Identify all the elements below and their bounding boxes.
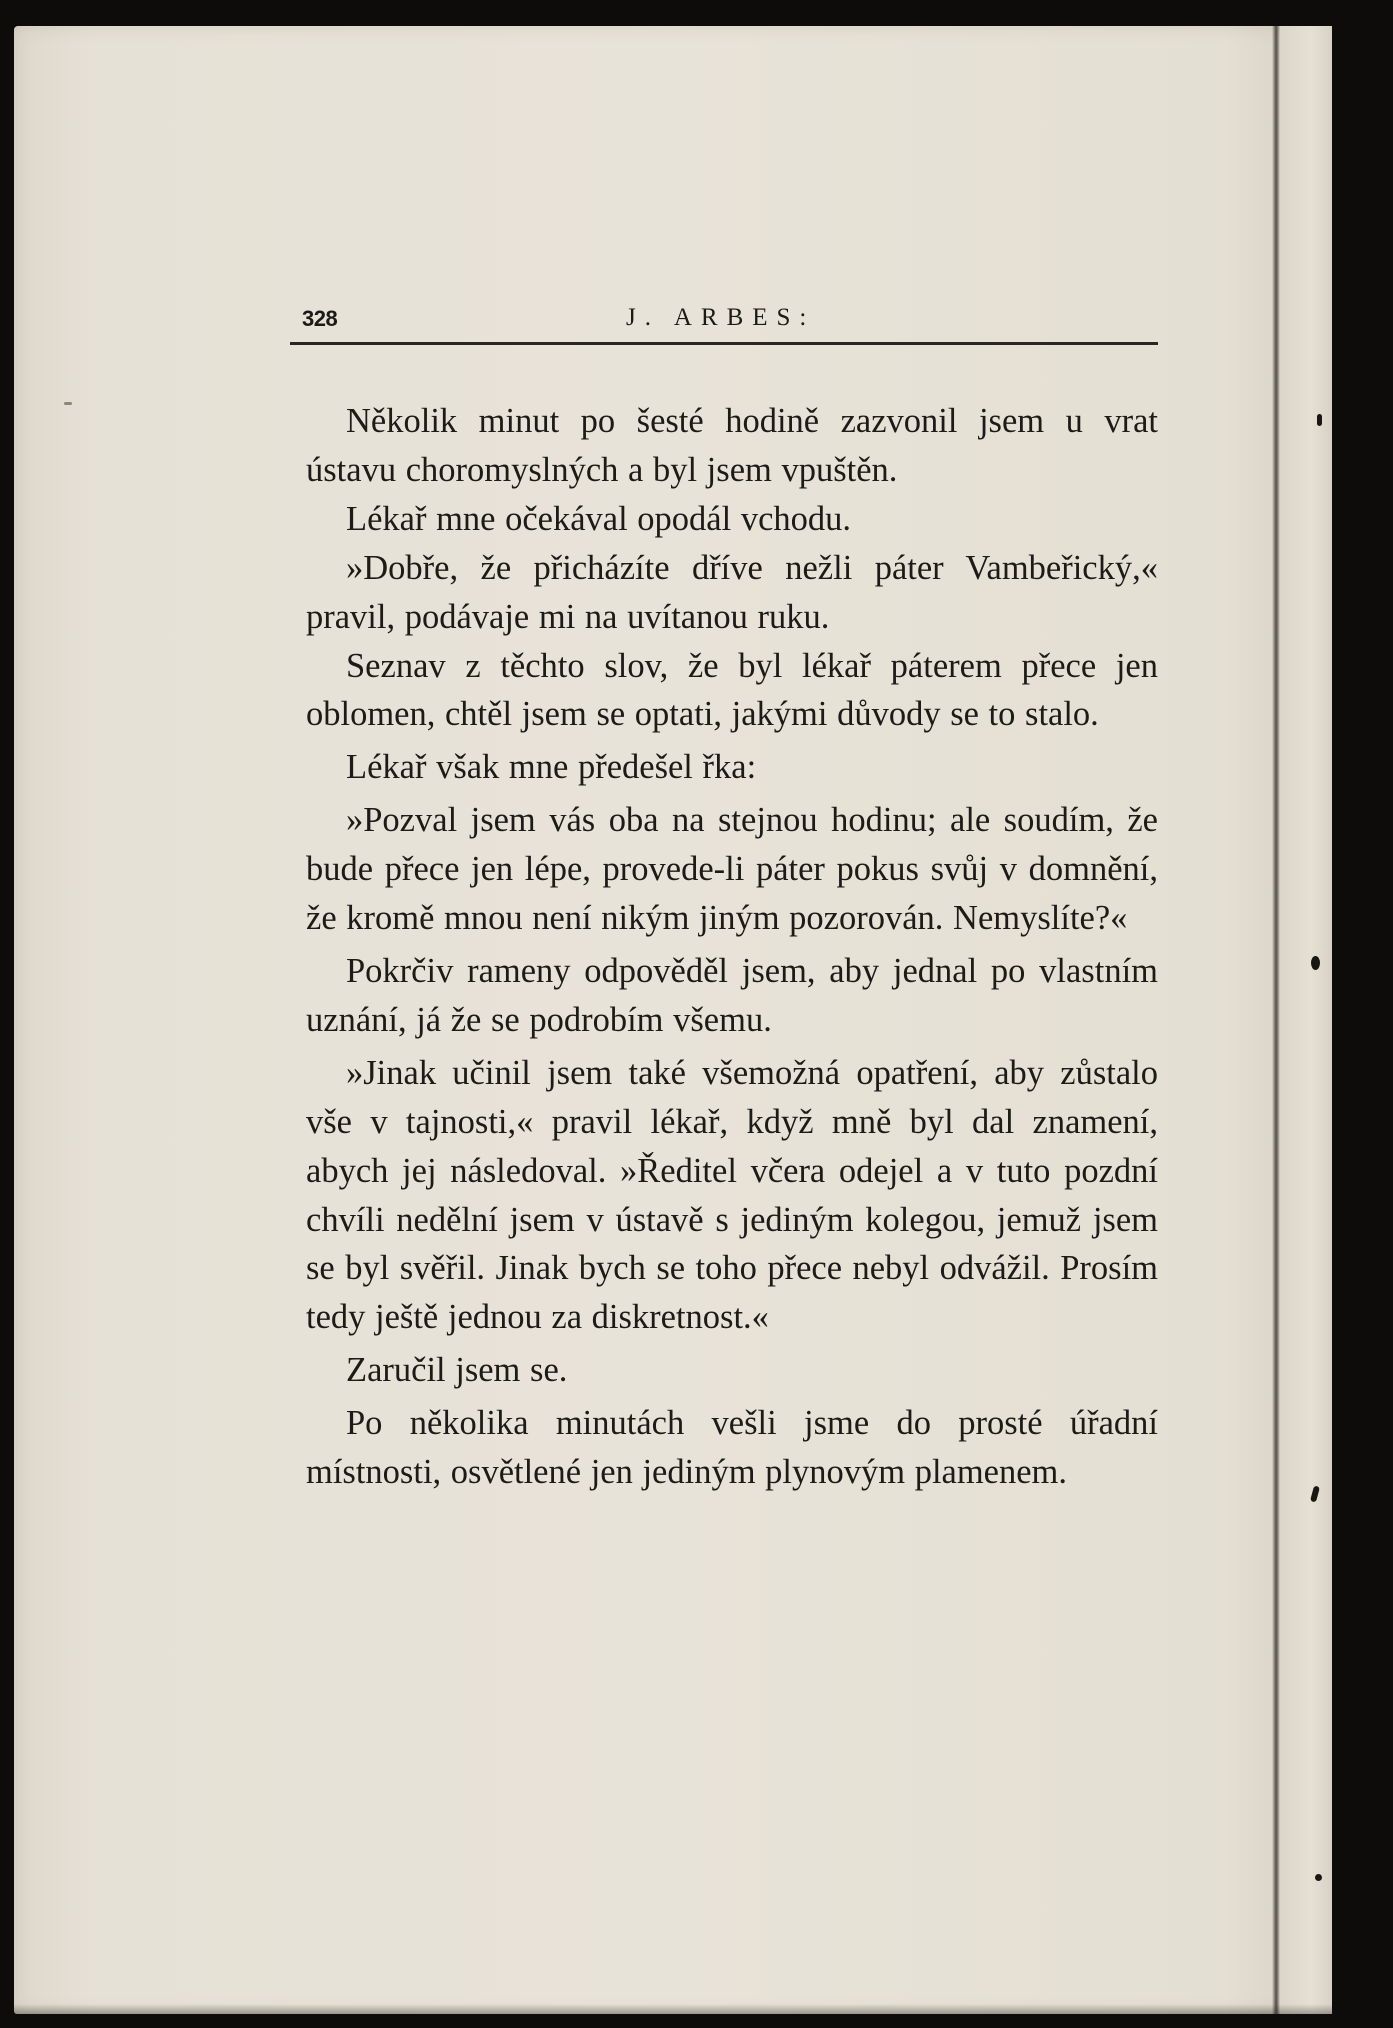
paragraph: »Dobře, že přicházíte dříve nežli páter Vambeřický,« pravil, podávaje mi na uvítanou ruku. xyxy=(306,548,1158,636)
paragraph: »Pozval jsem vás oba na stejnou hodinu; ale soudím, že bude přece jen lépe, provede-li páter pokus svůj v domnění, že kromě mnou není nikým jiným pozorován. Nemyslíte?« xyxy=(306,801,1158,938)
body-text xyxy=(306,397,1158,1497)
paragraph: Seznav z těchto slov, že byl lékař páterem přece jen oblomen, chtěl jsem se optati, jakými důvody se to stalo. xyxy=(306,646,1158,734)
running-head: J. ARBES: xyxy=(626,304,816,331)
page-gutter-shadow xyxy=(1272,26,1280,2014)
paragraph: Několik minut po šesté hodině zazvonil jsem u vrat ústavu choromyslných a byl jsem vpuštěn. xyxy=(306,402,1158,489)
page-number: 328 xyxy=(302,306,338,331)
ink-speck xyxy=(1317,414,1322,426)
paragraph: Pokrčiv rameny odpověděl jsem, aby jednal po vlastním uznání, já že se podrobím všemu. xyxy=(306,951,1158,1039)
page-edge-strip xyxy=(1280,26,1332,2014)
ink-speck xyxy=(1311,956,1320,970)
paragraph: Zaručil jsem se. xyxy=(346,1351,568,1390)
page-header xyxy=(288,300,1158,340)
paragraph: Lékař však mne předešel řka: xyxy=(346,748,757,787)
ink-speck xyxy=(1315,1874,1322,1881)
header-rule xyxy=(290,342,1158,345)
page-bottom-shadow xyxy=(14,2004,1332,2014)
paragraph: »Jinak učinil jsem také všemožná opatření, aby zůstalo vše v tajnosti,« pravil lékař, když mně byl dal znamení, abych jej následoval. »Ředitel včera odejel a v tuto pozdní chvíli nedělní jsem v ústavě s jediným kolegou, jemuž jsem se byl svěřil. Jinak bych se toho přece nebyl odvážil. Prosím tedy ještě jednou za diskretnost.« xyxy=(306,1053,1158,1337)
paragraph: Lékař mne očekával opodál vchodu. xyxy=(346,499,852,538)
paragraph: Po několika minutách vešli jsme do prosté úřadní místnosti, osvětlené jen jediným plynovým plamenem. xyxy=(306,1404,1158,1492)
ink-speck xyxy=(64,402,72,405)
